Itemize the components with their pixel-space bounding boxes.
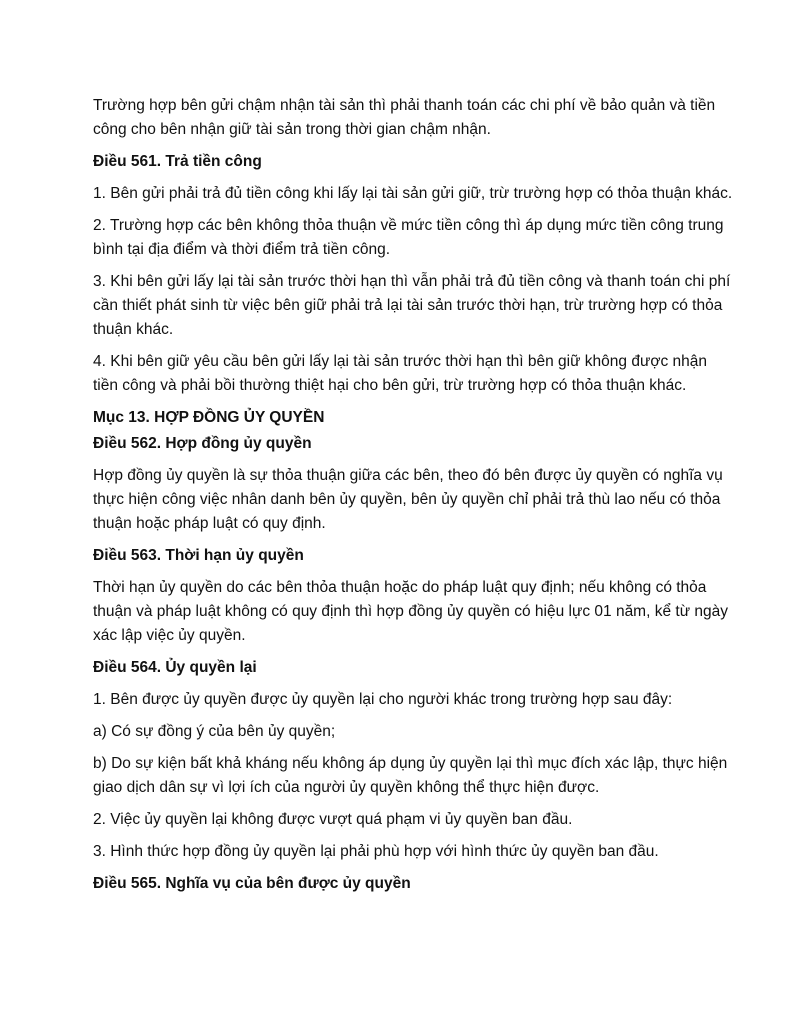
paragraph: 2. Trường hợp các bên không thỏa thuận về mức tiền công thì áp dụng mức tiền công trung bình tại địa điểm và thời điểm trả tiền công. (93, 217, 724, 258)
paragraph: Hợp đồng ủy quyền là sự thỏa thuận giữa các bên, theo đó bên được ủy quyền có nghĩa vụ thực hiện công việc nhân danh bên ủy quyền, bên ủy quyền chỉ phải trả thù lao nếu có thỏa thuận hoặc pháp luật có quy định. (93, 467, 723, 532)
paragraph: a) Có sự đồng ý của bên ủy quyền; (93, 723, 336, 740)
article-heading-561: Điều 561. Trả tiền công (93, 153, 262, 170)
paragraph: 1. Bên gửi phải trả đủ tiền công khi lấy lại tài sản gửi giữ, trừ trường hợp có thỏa thuận khác. (93, 185, 733, 202)
article-heading-562: Điều 562. Hợp đồng ủy quyền (93, 435, 312, 452)
article-heading-564: Điều 564. Ủy quyền lại (93, 659, 257, 676)
paragraph: Trường hợp bên gửi chậm nhận tài sản thì phải thanh toán các chi phí về bảo quản và tiền công cho bên nhận giữ tài sản trong thời gian chậm nhận. (93, 97, 716, 138)
article-heading-563: Điều 563. Thời hạn ủy quyền (93, 547, 304, 564)
paragraph: b) Do sự kiện bất khả kháng nếu không áp dụng ủy quyền lại thì mục đích xác lập, thực hiện giao dịch dân sự vì lợi ích của người ủy quyền không thể thực hiện được. (93, 755, 728, 796)
paragraph: 3. Khi bên gửi lấy lại tài sản trước thời hạn thì vẫn phải trả đủ tiền công và thanh toán chi phí cần thiết phát sinh từ việc bên giữ phải trả lại tài sản trước thời hạn, trừ trường hợp có thỏa thuận khác. (93, 273, 731, 338)
section-heading-13: Mục 13. HỢP ĐỒNG ỦY QUYỀN (93, 409, 325, 426)
article-heading-565: Điều 565. Nghĩa vụ của bên được ủy quyền (93, 875, 411, 892)
paragraph: 2. Việc ủy quyền lại không được vượt quá phạm vi ủy quyền ban đầu. (93, 811, 573, 828)
paragraph: 3. Hình thức hợp đồng ủy quyền lại phải phù hợp với hình thức ủy quyền ban đầu. (93, 843, 659, 860)
document-body (93, 94, 733, 904)
paragraph: 4. Khi bên giữ yêu cầu bên gửi lấy lại tài sản trước thời hạn thì bên giữ không được nhận tiền công và phải bồi thường thiệt hại cho bên gửi, trừ trường hợp có thỏa thuận khác. (93, 353, 708, 394)
paragraph: 1. Bên được ủy quyền được ủy quyền lại cho người khác trong trường hợp sau đây: (93, 691, 673, 708)
paragraph: Thời hạn ủy quyền do các bên thỏa thuận hoặc do pháp luật quy định; nếu không có thỏa thuận và pháp luật không có quy định thì hợp đồng ủy quyền có hiệu lực 01 năm, kể từ ngày xác lập việc ủy quyền. (93, 579, 728, 644)
